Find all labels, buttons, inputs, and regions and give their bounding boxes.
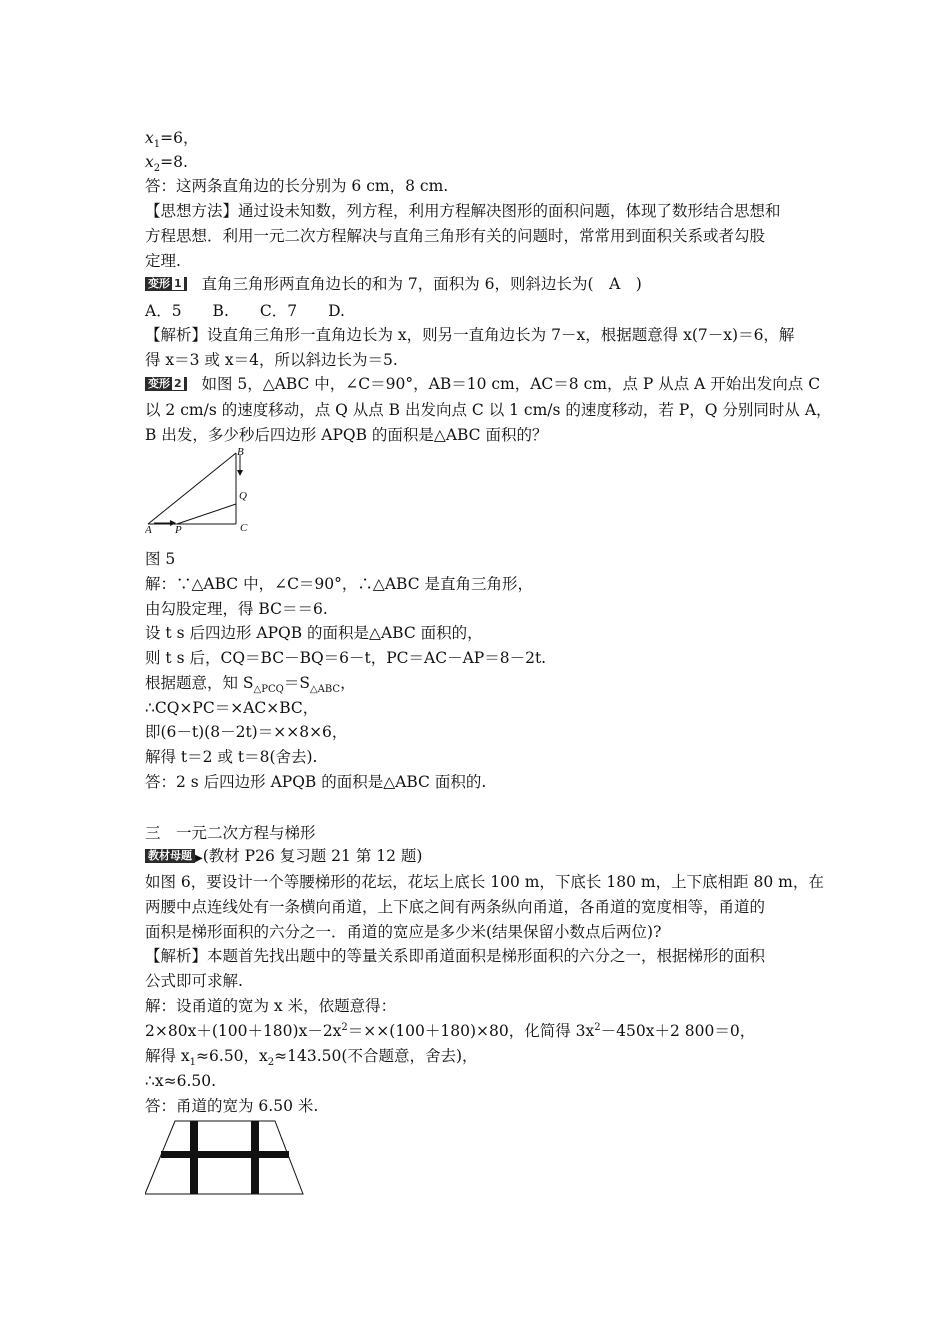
variant-2-question-3: B 出发，多少秒后四边形 APQB 的面积是△ABC 面积的？ — [145, 426, 548, 444]
solution-line-7: 即(6－t)(8－2t)＝××8×6， — [145, 723, 348, 741]
solution-line-5: 根据题意，知 $S_{\triangle PCQ}=S_{\triangle ABC}$， — [145, 674, 356, 696]
triangle-figure — [145, 445, 260, 540]
section-3-title: 三 一元二次方程与梯形 — [145, 824, 316, 842]
label-c: C — [240, 522, 248, 534]
trapezoid-figure — [145, 1118, 305, 1196]
variant-badge: 变形 1 — [145, 277, 187, 291]
label-q: Q — [239, 490, 247, 502]
textbook-reference: 教材母题 ▶(教材 P26 复习题 21 第 12 题) — [145, 845, 422, 870]
problem-line-2: 两腰中点连线处有一条横向甬道，上下底之间有两条纵向甬道，各甬道的宽度相等，甬道的 — [145, 898, 766, 916]
x1-line: $x_1=6$， — [145, 129, 199, 151]
variant-1-analysis-2: 得 x＝3 或 x＝4，所以斜边长为＝5. — [145, 351, 398, 369]
solution-line-6: ∴CQ×PC＝×AC×BC， — [145, 699, 319, 717]
problem-line-3: 面积是梯形面积的六分之一．甬道的宽应是多少米(结果保留小数点后两位)? — [145, 923, 662, 941]
work-line-1: 解：设甬道的宽为 x 米，依题意得： — [145, 997, 397, 1015]
analysis-line-1: 【解析】本题首先找出题中的等量关系即甬道面积是梯形面积的六分之一，根据梯形的面积 — [145, 947, 766, 965]
method-line-1: 【思想方法】通过设未知数，列方程，利用方程解决图形的面积问题，体现了数形结合思想和 — [145, 202, 781, 220]
variant-1-options: A．5 B. C．7 D. — [145, 302, 345, 320]
solution-line-3: 设 t s 后四边形 APQB 的面积是△ABC 面积的， — [145, 624, 483, 642]
solution-line-2: 由勾股定理，得 BC＝＝6. — [145, 600, 328, 618]
method-line-3: 定理. — [145, 252, 181, 270]
analysis-line-2: 公式即可求解. — [145, 972, 243, 990]
solution-line-9: 答：2 s 后四边形 APQB 的面积是△ABC 面积的. — [145, 773, 487, 791]
textbook-badge: 教材母题 — [145, 849, 195, 863]
method-line-2: 方程思想．利用一元二次方程解决与直角三角形有关的问题时，常常用到面积关系或者勾股 — [145, 227, 766, 245]
solution-line-1: 解：∵△ABC 中，∠C＝90°，∴△ABC 是直角三角形， — [145, 575, 533, 593]
variant-badge: 变形 2 — [145, 377, 187, 391]
variant-2-question-1: 变形 2 如图 5，△ABC 中，∠C＝90°，AB＝10 cm，AC＝8 cm，点 P 从点 A 开始出发向点 C — [145, 373, 820, 395]
variant-2-question-2: 以 2 cm/s 的速度移动，点 Q 从点 B 出发向点 C 以 1 cm/s 的速度移动，若 P，Q 分别同时从 A， — [145, 401, 832, 419]
variant-1-question: 变形 1 直角三角形两直角边长的和为 7，面积为 6，则斜边长为( A ) — [145, 273, 642, 295]
problem-line-1: 如图 6，要设计一个等腰梯形的花坛，花坛上底长 100 m，下底长 180 m，上下底相距 80 m，在 — [145, 873, 824, 891]
variant-1-analysis-1: 【解析】设直角三角形一直角边长为 x，则另一直角边长为 7－x，根据题意得 x(7－x)＝6，解 — [145, 326, 795, 344]
work-line-2: $2\times 80x+(100+180)x-2x^2=\times\times(100+180)\times 80$，化简得 $3x^2-450x+2$ 800＝0， — [145, 1021, 756, 1040]
solution-line-8: 解得 t＝2 或 t＝8(舍去). — [145, 748, 318, 766]
work-line-5: 答：甬道的宽为 6.50 米. — [145, 1097, 319, 1115]
x2-line: $x_2=8$. — [145, 153, 188, 175]
label-p: P — [175, 524, 182, 536]
figure-5-caption: 图 5 — [145, 550, 176, 568]
label-a: A — [145, 524, 152, 536]
solution-line-4: 则 t s 后，CQ＝BC－BQ＝6－t，PC＝AC－AP＝8－2t. — [145, 649, 547, 667]
label-b: B — [237, 446, 244, 458]
answer-line: 答：这两条直角边的长分别为 6 cm，8 cm. — [145, 177, 449, 195]
work-line-4: ∴x≈6.50. — [145, 1072, 217, 1090]
work-line-3: 解得 $x_1\approx 6.50$，$x_2\approx 143.50$(不合题意，舍去)， — [145, 1047, 478, 1069]
